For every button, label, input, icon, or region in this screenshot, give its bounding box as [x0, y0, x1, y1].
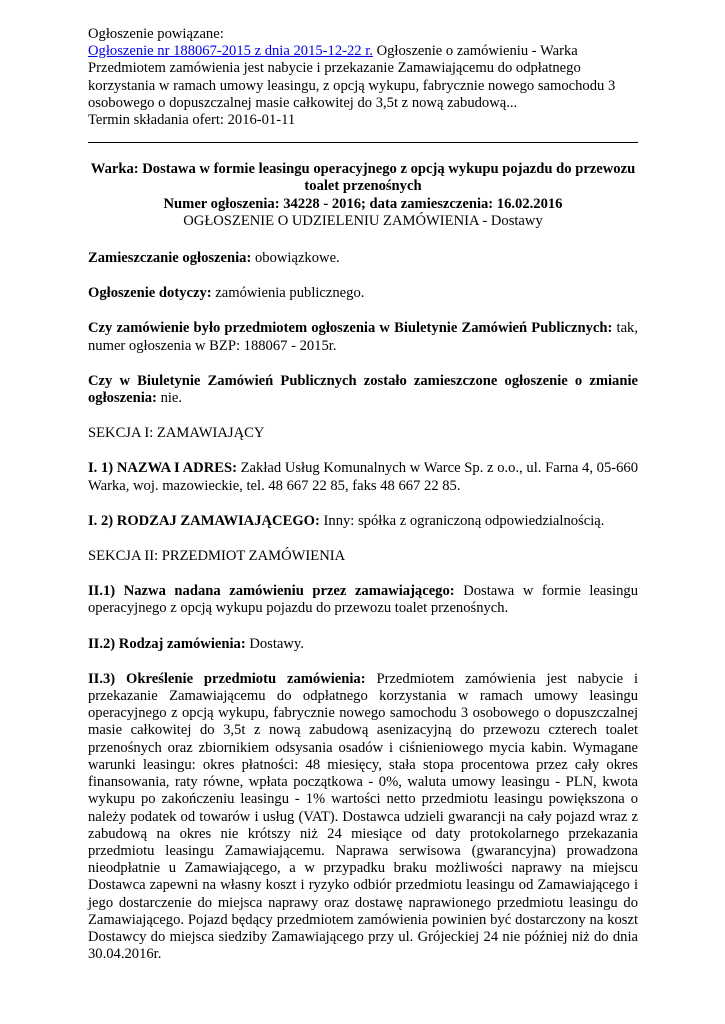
section1-title: SEKCJA I: ZAMAWIAJĄCY	[88, 425, 265, 442]
related-label: Ogłoszenie powiązane:	[88, 26, 224, 42]
related-notice-link[interactable]: Ogłoszenie nr 188067-2015 z dnia 2015-12-22 r.	[88, 43, 373, 60]
separator-line	[88, 142, 638, 143]
field-contracting-type	[88, 513, 638, 530]
field-contracting-name	[88, 460, 638, 494]
placement-value: obowiązkowe.	[251, 250, 340, 267]
contracting-type-label: I. 2) RODZAJ ZAMAWIAJĄCEGO:	[88, 512, 320, 529]
document-page	[88, 26, 638, 963]
change-label: Czy w Biuletynie Zamówień Publicznych zostało zamieszczone ogłoszenie o zmianie ogłoszenia:	[88, 372, 638, 407]
notice-type: OGŁOSZENIE O UDZIELENIU ZAMÓWIENIA - Dostawy	[183, 212, 543, 229]
notice-heading	[88, 161, 638, 230]
offer-deadline: Termin składania ofert: 2016-01-11	[88, 112, 296, 129]
field-placement	[88, 250, 638, 267]
concerns-value: zamówienia publicznego.	[211, 285, 365, 302]
order-kind-value: Dostawy.	[245, 635, 304, 652]
field-order-kind	[88, 636, 638, 653]
concerns-label: Ogłoszenie dotyczy:	[88, 285, 212, 302]
contracting-name-value: Zakład Usług Komunalnych w Warce Sp. z o.o., ul. Farna 4, 05-660 Warka, woj. mazowieckie, tel. 48 667 22 85, faks 48 667 22 85.	[88, 460, 638, 494]
placement-label: Zamieszczanie ogłoszenia:	[88, 250, 252, 267]
bzp-label: Czy zamówienie było przedmiotem ogłoszenia w Biuletynie Zamówień Publicznych:	[88, 320, 613, 337]
change-value: nie.	[156, 390, 183, 407]
field-bzp	[88, 320, 638, 354]
section2-title: SEKCJA II: PRZEDMIOT ZAMÓWIENIA	[88, 548, 346, 565]
contracting-type-value: Inny: spółka z ograniczoną odpowiedzialnością.	[319, 512, 605, 529]
related-notice	[88, 26, 638, 129]
related-summary: Ogłoszenie o zamówieniu - Warka Przedmiotem zamówienia jest nabycie i przekazanie Zamawiającemu do odpłatnego korzystania w ramach umowy leasingu, z opcją wykupu, fabrycznie nowego samochodu 3 osobowego o dopuszczalnej masie całkowitej do 3,5t z nową zabudową...	[88, 43, 616, 111]
field-concerns	[88, 285, 638, 302]
field-change	[88, 373, 638, 407]
order-name-value: Dostawa w formie leasingu operacyjnego z opcją wykupu pojazdu do przewozu toalet przenośnych.	[88, 583, 639, 617]
bzp-value: tak, numer ogłoszenia w BZP: 188067 - 2015r.	[88, 320, 638, 354]
order-kind-label: II.2) Rodzaj zamówienia:	[88, 635, 246, 652]
field-order-name	[88, 583, 638, 617]
order-name-label: II.1) Nazwa nadana zamówieniu przez zamawiającego:	[88, 583, 455, 600]
notice-number: Numer ogłoszenia: 34228 - 2016; data zamieszczenia: 16.02.2016	[163, 195, 563, 212]
contracting-name-label: I. 1) NAZWA I ADRES:	[88, 460, 237, 477]
field-order-description	[88, 671, 638, 963]
notice-title: Warka: Dostawa w formie leasingu operacyjnego z opcją wykupu pojazdu do przewozu toalet przenośnych	[90, 161, 636, 195]
order-description-label: II.3) Określenie przedmiotu zamówienia:	[88, 670, 366, 687]
order-description-value: Przedmiotem zamówienia jest nabycie i przekazanie Zamawiającemu do odpłatnego korzystania w ramach umowy leasingu operacyjnego z opcją wykupu, fabrycznie nowego samochodu 3 osobowego o dopuszczalnej masie całkowitej do 3,5t z nową zabudową asenizacyjną do przewozu czterech toalet przenośnych oraz zbiornikiem odsysania osadów i ciśnieniowego mycia kabin. Wymagane warunki leasingu: okres płatności: 48 miesięcy, stała stopa procentowa przez cały okres finansowania, raty równe, wpłata początkowa - 0%, waluta umowy leasingu - PLN, kwota wykupu po zakończeniu leasingu - 1% wartości netto przedmiotu leasingu powiększona o należy podatek od towarów i usług (VAT). Dostawca udzieli gwarancji na cały pojazd wraz z zabudową na okres nie krótszy niż 24 miesiące od daty protokolarnego przekazania przedmiotu leasingu Zamawiającemu. Naprawa serwisowa (gwarancyjna) prowadzona nieodpłatnie u Zamawiającego, a w przypadku braku możliwości naprawy na miejscu Dostawca zapewni na własny koszt i ryzyko odbiór przedmiotu leasingu od Zamawiającego i jego dostarczenie do miejsca naprawy oraz dostawę naprawionego przedmiotu leasingu do Zamawiającego. Pojazd będący przedmiotem zamówienia powinien być dostarczony na koszt Dostawcy do miejsca siedziby Zamawiającego przy ul. Grójeckiej 24 nie później niż do dnia 30.04.2016r.	[88, 670, 638, 963]
